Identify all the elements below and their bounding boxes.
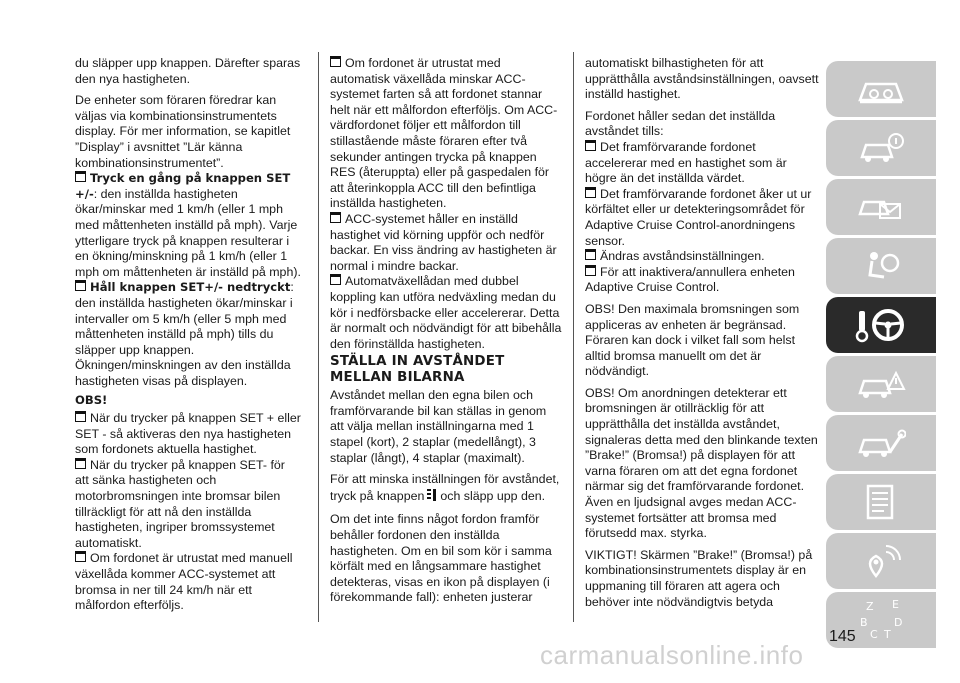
paragraph: VIKTIGT! Skärmen ”Brake!” (Bromsa!) på kombinationsinstrumentets display är en uppmaning till föraren att agera och behöver inte nödvändigtvis betyda — [585, 547, 813, 609]
chapter-tab-technical[interactable] — [826, 474, 936, 530]
paragraph: Fordonet håller sedan det inställda avståndet tills: — [585, 108, 776, 139]
index-letter: Z — [866, 600, 874, 613]
bullet-icon — [75, 458, 86, 469]
car-warning-icon — [856, 367, 906, 401]
chapter-tab-mail[interactable] — [826, 179, 936, 235]
bullet-icon — [585, 140, 596, 151]
navigation-signal-icon — [856, 542, 906, 580]
chapter-tab-warning[interactable] — [826, 356, 936, 412]
column-divider — [318, 52, 319, 622]
chapter-tabs — [826, 61, 936, 651]
bullet-text: ACC-systemet håller en inställd hastighet vid körning uppför och nedför backar. En viss ändring av hastigheten är normal i mindre backar. — [330, 211, 557, 273]
bullet-bold-label: Håll knappen SET+/- nedtryckt — [90, 280, 291, 295]
page-number: 145 — [829, 628, 856, 645]
document-list-icon — [856, 483, 906, 521]
bullet-icon — [330, 212, 341, 223]
bullet-text: : den inställda hastigheten ökar/minskar med 1 km/h (eller 1 mph med måttenheten inställd på mph). Varje ytterligare tryck på knappen resulterar i en ökning/minskning på 1 km/h (eller 1 mph om måttenheten är inställd på mph). — [75, 186, 301, 279]
bullet-text: När du trycker på knappen SET + eller SET - så aktiveras den nya hastigheten som fordonets aktuella hastighet. — [75, 411, 301, 457]
column-1 — [75, 56, 301, 614]
paragraph: OBS! Den maximala bromsningen som appliceras av enheten är begränsad. Föraren kan dock i vilket fall som helst alltid bromsa manuellt om det är nödvändigt. — [585, 301, 800, 379]
column-3 — [585, 56, 820, 616]
chapter-tab-multimedia[interactable] — [826, 533, 936, 589]
bullet-text: Automatväxellådan med dubbel koppling kan utföra nedväxling medan du kör i nedförsbacke eller accelererar. Detta är normalt och nödvändigt för att bibehålla den förinställda hastigheten. — [330, 274, 562, 351]
bullet-text: När du trycker på knappen SET- för att sänka hastigheten och motorbromsningen inte bromsar bilen tillräckligt för att nå den inställda hastigheten, ingriper bromssystemet automatiskt. — [75, 457, 285, 550]
key-steering-icon — [854, 305, 908, 345]
bullet-icon — [330, 274, 341, 285]
bullet-icon — [585, 265, 596, 276]
bullet-icon — [75, 171, 86, 182]
paragraph-text: och släpp upp den. — [440, 488, 546, 503]
bullet-text: Det framförvarande fordonet åker ut ur körfältet eller ur detekteringsområdet för Adaptive Cruise Control-anordningens sensor. — [585, 186, 812, 248]
bullet-icon — [585, 249, 596, 260]
paragraph: OBS! Om anordningen detekterar ett bromsningen är otillräcklig för att upprätthålla det inställda avståndet, signaleras detta med den blinkande texten ”Brake!” (Bromsa!) på displayen för att varna föraren om att det egna fordonet närmar sig det framförvarande fordonet. Även en ljudsignal avges medan ACC-systemet fortsätter att bromsa med förutsedd max. styrka. — [585, 385, 818, 541]
paragraph: Om det inte finns något fordon framför behåller fordonen den inställda hastigheten. Om en bil som kör i samma körfält med en långsammare hastighet detekteras, visas en ikon på displayen (i förekommande fall): enheten justerar — [330, 512, 552, 605]
bullet-item — [75, 171, 301, 280]
paragraph: Avståndet mellan den egna bilen och framförvarande bil kan ställas in genom att välja mellan inställningarna med 1 stapel (kort), 2 staplar (medellångt), 3 staplar (långt), 4 staplar (maximalt). — [330, 388, 547, 465]
paragraph-text: För att minska inställningen för avståndet, tryck på knappen — [330, 472, 560, 503]
note-heading: OBS! — [75, 393, 108, 408]
alphabet-index-icon — [854, 598, 908, 642]
paragraph: De enheter som föraren föredrar kan väljas via kombinationsinstrumentets display. För mer information, se kapitlet ”Display” i avsnittet ”Lär känna kombinationsinstrumentet”. — [75, 93, 291, 170]
paragraph: du släpper upp knappen. Därefter sparas den nya hastigheten. — [75, 56, 301, 86]
bullet-text: Om fordonet är utrustat med manuell växellåda kommer ACC-systemet att bromsa in ner till 24 km/h när ett målfordon efterföljs. — [75, 551, 293, 613]
bullet-item — [585, 140, 820, 187]
bullet-icon — [75, 551, 86, 562]
bullet-text: Om fordonet är utrustat med automatisk växellåda minskar ACC-systemet farten så att fordonet stannar helt när ett målfordon efterföljs. Om ACC-värdfordonet följer ett målfordon till stillastående måste föraren efter två sekunder antingen trycka på knappen RES (återuppta) eller på gaspedalen för att återinkoppla ACC till den befintliga inställda hastigheten. — [330, 56, 558, 211]
bullet-text: : den inställda hastigheten ökar/minskar i intervaller om 5 km/h (eller 5 mph med måttenheten inställd på mph) tills du släpper upp knappen. Ökningen/minskningen av den inställda hastigheten visas på displayen. — [75, 280, 294, 388]
section-heading: STÄLLA IN AVSTÅNDET MELLAN BILARNA — [330, 354, 505, 386]
chapter-tab-maintenance[interactable] — [826, 415, 936, 471]
car-wrench-icon — [856, 426, 906, 460]
car-mail-icon — [856, 190, 906, 224]
bullet-icon — [330, 56, 341, 67]
bullet-item — [330, 56, 562, 212]
bullet-item — [75, 411, 301, 458]
bullet-item — [75, 458, 301, 552]
watermark: carmanualsonline.info — [540, 640, 804, 670]
paragraph — [330, 472, 562, 506]
bullet-text: För att inaktivera/annullera enheten Adaptive Cruise Control. — [585, 264, 795, 295]
bullet-text: Det framförvarande fordonet accelererar med en hastighet som är högre än det inställda värdet. — [585, 139, 787, 186]
bullet-item — [75, 551, 301, 613]
chapter-tab-dashboard[interactable] — [826, 61, 936, 117]
bullet-bold-label: Tryck en gång på knappen SET +/- — [75, 171, 291, 201]
index-letter: D — [894, 616, 903, 629]
chapter-tab-driving[interactable] — [826, 297, 936, 353]
car-info-icon — [856, 131, 906, 165]
car-dashboard-icon — [856, 72, 906, 106]
bullet-item — [330, 212, 562, 274]
index-letter: E — [892, 598, 899, 611]
column-2 — [330, 56, 562, 612]
bullet-item — [585, 249, 820, 265]
bullet-icon — [75, 411, 86, 422]
chapter-tab-airbag[interactable] — [826, 238, 936, 294]
bullet-icon — [75, 280, 86, 291]
paragraph: automatiskt bilhastigheten för att upprätthålla avståndsinställningen, oavsett inställd hastighet. — [585, 56, 819, 102]
index-letter: C — [870, 628, 878, 641]
bullet-item — [585, 265, 820, 296]
index-letter: B — [860, 616, 868, 629]
bullet-text: Ändras avståndsinställningen. — [600, 249, 765, 264]
bullet-icon — [585, 187, 596, 198]
chapter-tab-safety[interactable] — [826, 120, 936, 176]
bullet-item — [330, 274, 562, 352]
index-letter: T — [884, 628, 891, 641]
seat-airbag-icon — [856, 249, 906, 283]
distance-bars-icon — [426, 488, 438, 507]
bullet-item — [75, 280, 301, 389]
bullet-item — [585, 187, 820, 249]
column-divider — [573, 52, 574, 622]
